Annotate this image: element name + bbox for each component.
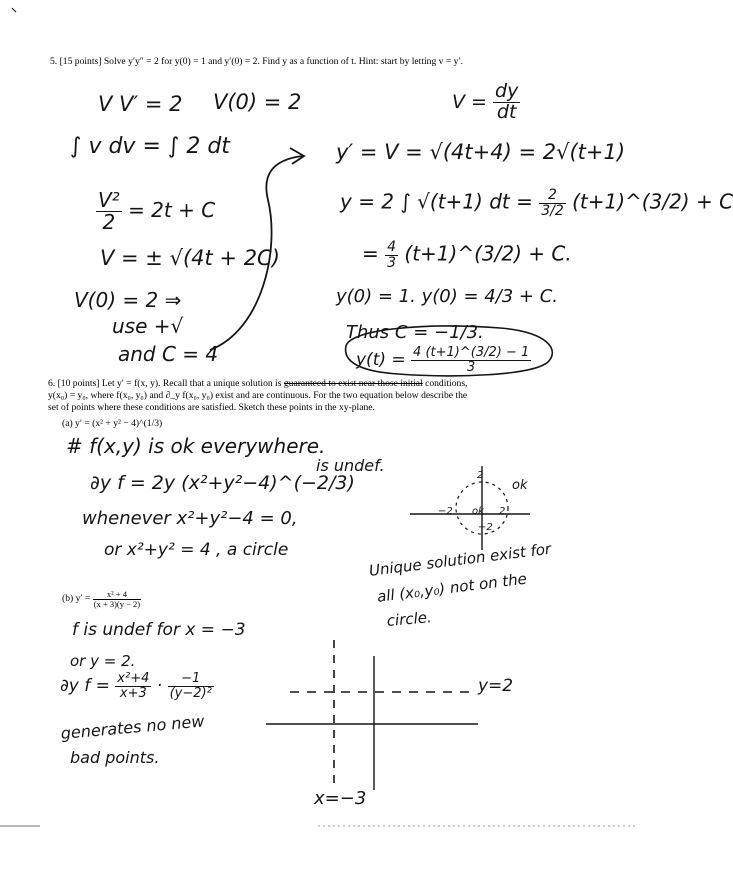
p5-y-simplified-num: 4 bbox=[387, 239, 397, 255]
p5-v-def-den: dt bbox=[496, 100, 517, 123]
p6b-label-den: (x + 3)(y − 2) bbox=[93, 598, 141, 609]
p6a-sketch-inside-ok: ok bbox=[472, 506, 484, 517]
p6-part-a-label: (a) y′ = (x² + y² − 4)^(1/3) bbox=[62, 418, 163, 429]
p5-arrow-head bbox=[290, 148, 304, 164]
p6a-sketch-left-label: −2 bbox=[438, 506, 453, 517]
p5-line-and-c: and C = 4 bbox=[118, 342, 219, 366]
p5-line-vv: V V′ = 2 bbox=[98, 92, 183, 116]
p5-v2-den: 2 bbox=[102, 210, 116, 234]
problem-5-header: 5. [15 points] Solve y′y″ = 2 for y(0) = 1 and y′(0) = 2. Find y as a function of t. Hint: start by letting v = y′. bbox=[50, 56, 463, 67]
p5-final-answer bbox=[356, 346, 531, 374]
p5-yprime: y′ = V = √(4t+4) = 2√(t+1) bbox=[336, 140, 626, 164]
p6-part-b-label bbox=[62, 590, 141, 608]
p6b-line-bad-points: bad points. bbox=[70, 748, 160, 767]
p5-thus-c: Thus C = −1/3. bbox=[346, 322, 484, 343]
p6b-line-partial: ∂y f = $\frac{\text{x²+4}}{x+3}$ · $\frac{-1}{\text{(y−2)²}}$ bbox=[60, 671, 212, 701]
p5-y-simplified bbox=[362, 240, 572, 270]
p5-final-den: 3 bbox=[467, 359, 476, 375]
p6a-line-ok: # f(x,y) is ok everywhere. bbox=[66, 434, 326, 458]
p6b-partial-lhs: ∂y f = bbox=[60, 676, 110, 697]
p6b-sketch-x-3-label: x=−3 bbox=[314, 788, 367, 809]
p5-v2-rest: = 2t + C bbox=[128, 198, 216, 222]
p5-y-integral-num: 2 bbox=[539, 188, 566, 204]
p6b-partial-den1: x+3 bbox=[119, 685, 147, 701]
p5-v2-num: V² bbox=[98, 188, 120, 212]
p6a-line-all: all (x₀,y₀) not on the bbox=[376, 569, 528, 606]
p5-line-use-plus: use +√ bbox=[112, 314, 184, 338]
p5-line-v2 bbox=[96, 190, 215, 233]
p6b-partial-num2: −1 bbox=[168, 672, 214, 687]
p5-line-v-sqrt: V = ± √(4t + 2C) bbox=[100, 246, 280, 270]
p6b-line-undef: f is undef for x = −3 bbox=[72, 620, 246, 640]
p5-line-v0-implies: V(0) = 2 ⇒ bbox=[74, 288, 182, 312]
p6b-partial-num1: x²+4 bbox=[117, 671, 150, 686]
stray-mark bbox=[12, 8, 16, 12]
p6b-partial-den2: (y−2)² bbox=[169, 685, 212, 701]
p5-y-integral-rest: (t+1)^(3/2) + C bbox=[572, 189, 733, 214]
p5-v-def-lhs: V = bbox=[452, 90, 487, 113]
p5-line-integral: ∫ v dv = ∫ 2 dt bbox=[70, 134, 230, 159]
p6b-label-num: x² + 4 bbox=[93, 590, 141, 600]
p5-y-integral bbox=[340, 188, 733, 218]
p6a-line-partial: ∂y f = 2y (x²+y²−4)^(−2/3) bbox=[90, 472, 355, 494]
p6a-line-unique: Unique solution exist for bbox=[368, 539, 553, 580]
p6a-sketch-top-label: 2 bbox=[477, 470, 484, 481]
p5-v-def-num: dy bbox=[495, 80, 519, 102]
p6a-line-whenever: whenever x²+y²−4 = 0, bbox=[82, 508, 298, 529]
p6a-sketch-bottom-label: −2 bbox=[478, 522, 493, 533]
p5-final-lhs: y(t) = bbox=[356, 350, 406, 371]
p6b-label-prefix: (b) y′ = bbox=[62, 593, 91, 605]
p6a-sketch-right-label: 2 bbox=[499, 506, 506, 517]
p5-line-v0: V(0) = 2 bbox=[213, 90, 302, 114]
p5-y-integral-den: 3/2 bbox=[541, 202, 564, 219]
p5-v-def bbox=[452, 82, 520, 123]
p6a-line-circle: or x²+y² = 4 , a circle bbox=[104, 540, 289, 560]
p6b-line-or: or y = 2. bbox=[70, 652, 136, 670]
p6a-sketch-outside-ok: ok bbox=[512, 478, 528, 493]
problem-6-header bbox=[48, 378, 620, 414]
p6-header-line2: y(x₀) = y₀, where f(x₀, y₀) and ∂_y f(x₀, y₀) exist and are continuous. For the two equation below describe the bbox=[48, 390, 468, 401]
p6-header-end: conditions, bbox=[425, 378, 468, 389]
p5-initial-condition: y(0) = 1. y(0) = 4/3 + C. bbox=[336, 286, 559, 307]
p6a-line-undef: is undef. bbox=[316, 456, 385, 475]
p6-header-start: 6. [10 points] Let y′ = f(x, y). Recall that a unique solution is bbox=[48, 378, 282, 389]
p6a-line-circle-end: circle. bbox=[386, 608, 433, 630]
p5-y-integral-lhs: y = 2 ∫ √(t+1) dt = bbox=[340, 189, 533, 214]
p5-y-simplified-lhs: = bbox=[362, 241, 379, 266]
p6b-line-generates: generates no new bbox=[60, 711, 206, 743]
p6b-sketch-y2-label: y=2 bbox=[478, 676, 514, 696]
p6-header-strike: guaranteed to exist near those initial bbox=[283, 378, 423, 389]
p5-y-simplified-rest: (t+1)^(3/2) + C. bbox=[404, 241, 572, 266]
p6-header-line3: set of points where these conditions are satisfied. Sketch these points in the xy-plane. bbox=[48, 402, 375, 413]
p5-y-simplified-den: 3 bbox=[387, 254, 397, 271]
p5-final-num: 4 (t+1)^(3/2) − 1 bbox=[413, 345, 530, 360]
